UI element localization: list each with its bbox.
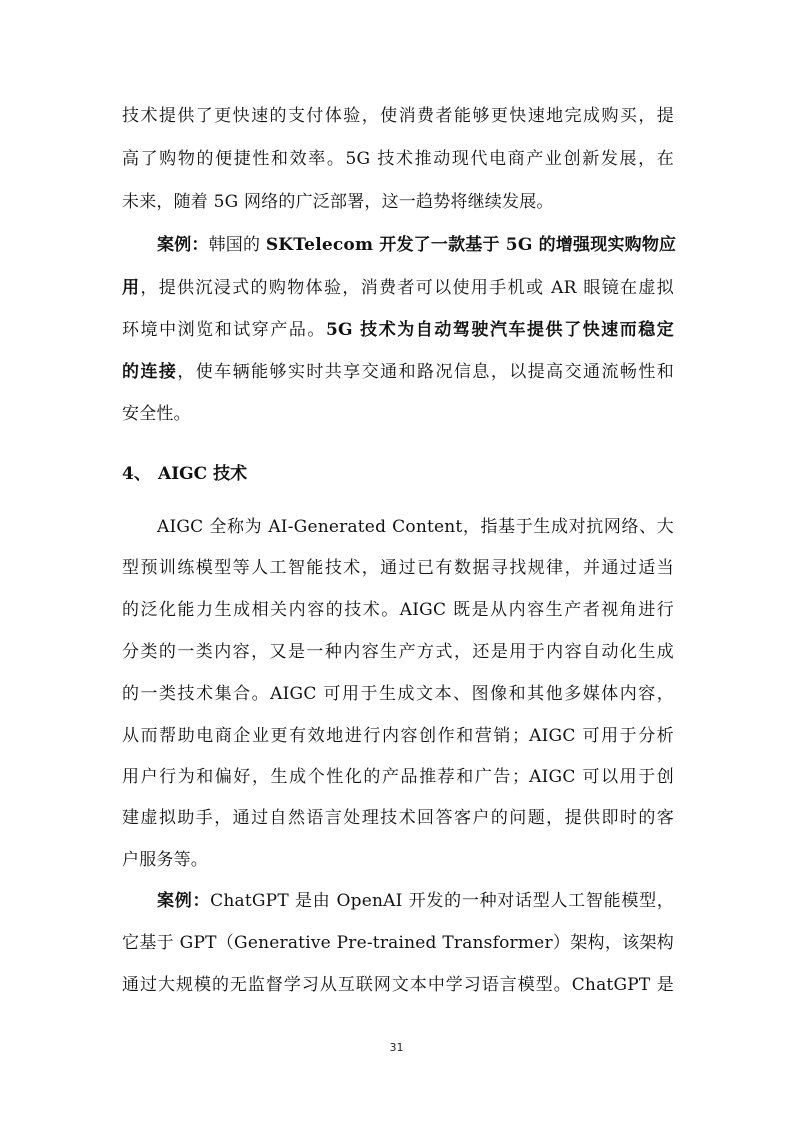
text-line: AIGC 全称为 AI-Generated Content，指基于生成对抗网络、大 <box>157 517 674 537</box>
text-run: ，使车辆能够实时共享交通和路况信息，以提高交通流畅性和 <box>177 362 674 382</box>
text-run: ，提供沉浸式的购物体验，消费者可以使用手机或 AR 眼镜在虚拟 <box>140 278 674 298</box>
text-line <box>157 891 674 911</box>
text-run: ChatGPT 是由 OpenAI 开发的一种对话型人工智能模型， <box>210 891 674 911</box>
text-line: 建虚拟助手，通过自然语言处理技术回答客户的问题，提供即时的客 <box>122 808 674 828</box>
text-run: 韩国的 <box>208 235 266 255</box>
text-line: 用户行为和偏好，生成个性化的产品推荐和广告；AIGC 可以用于创 <box>122 767 674 787</box>
text-line: 户服务等。 <box>122 850 208 870</box>
bold-text-run: 5G 技术为自动驾驶汽车提供了快速而稳定 <box>325 320 675 340</box>
text-line <box>122 362 674 382</box>
text-line: 的泛化能力生成相关内容的技术。AIGC 既是从内容生产者视角进行 <box>122 600 674 620</box>
text-line: 从而帮助电商企业更有效地进行内容创作和营销；AIGC 可用于分析 <box>122 726 674 746</box>
text-line: 型预训练模型等人工智能技术，通过已有数据寻找规律，并通过适当 <box>122 558 674 578</box>
section-heading <box>122 459 247 484</box>
text-line: 高了购物的便捷性和效率。5G 技术推动现代电商产业创新发展，在 <box>122 149 674 169</box>
bold-text-run: SKTelecom 开发了一款基于 5G 的增强现实购物应 <box>265 235 677 255</box>
bold-text-run: 的连接 <box>122 362 178 382</box>
case-label: 案例： <box>157 891 211 911</box>
text-line: 的一类技术集合。AIGC 可用于生成文本、图像和其他多媒体内容， <box>122 684 674 704</box>
text-line: 通过大规模的无监督学习从互联网文本中学习语言模型。ChatGPT 是 <box>122 975 674 995</box>
text-line: 未来，随着 5G 网络的广泛部署，这一趋势将继续发展。 <box>122 192 554 212</box>
bold-text-run: 用 <box>122 278 141 298</box>
section-number: 4、 <box>122 464 151 484</box>
text-run: 环境中浏览和试穿产品。 <box>122 320 326 340</box>
section-title: AIGC 技术 <box>158 464 248 484</box>
text-line: 技术提供了更快速的支付体验，使消费者能够更快速地完成购买，提 <box>122 106 674 126</box>
page-number: 31 <box>389 1041 404 1054</box>
text-line: 分类的一类内容，又是一种内容生产方式，还是用于内容自动化生成 <box>122 642 674 662</box>
case-label: 案例： <box>157 235 209 255</box>
text-line: 它基于 GPT（Generative Pre-trained Transformer）架构，该架构 <box>122 933 674 953</box>
text-line <box>157 235 677 255</box>
text-line <box>122 278 674 298</box>
text-line <box>122 320 674 340</box>
text-line: 安全性。 <box>122 404 191 424</box>
